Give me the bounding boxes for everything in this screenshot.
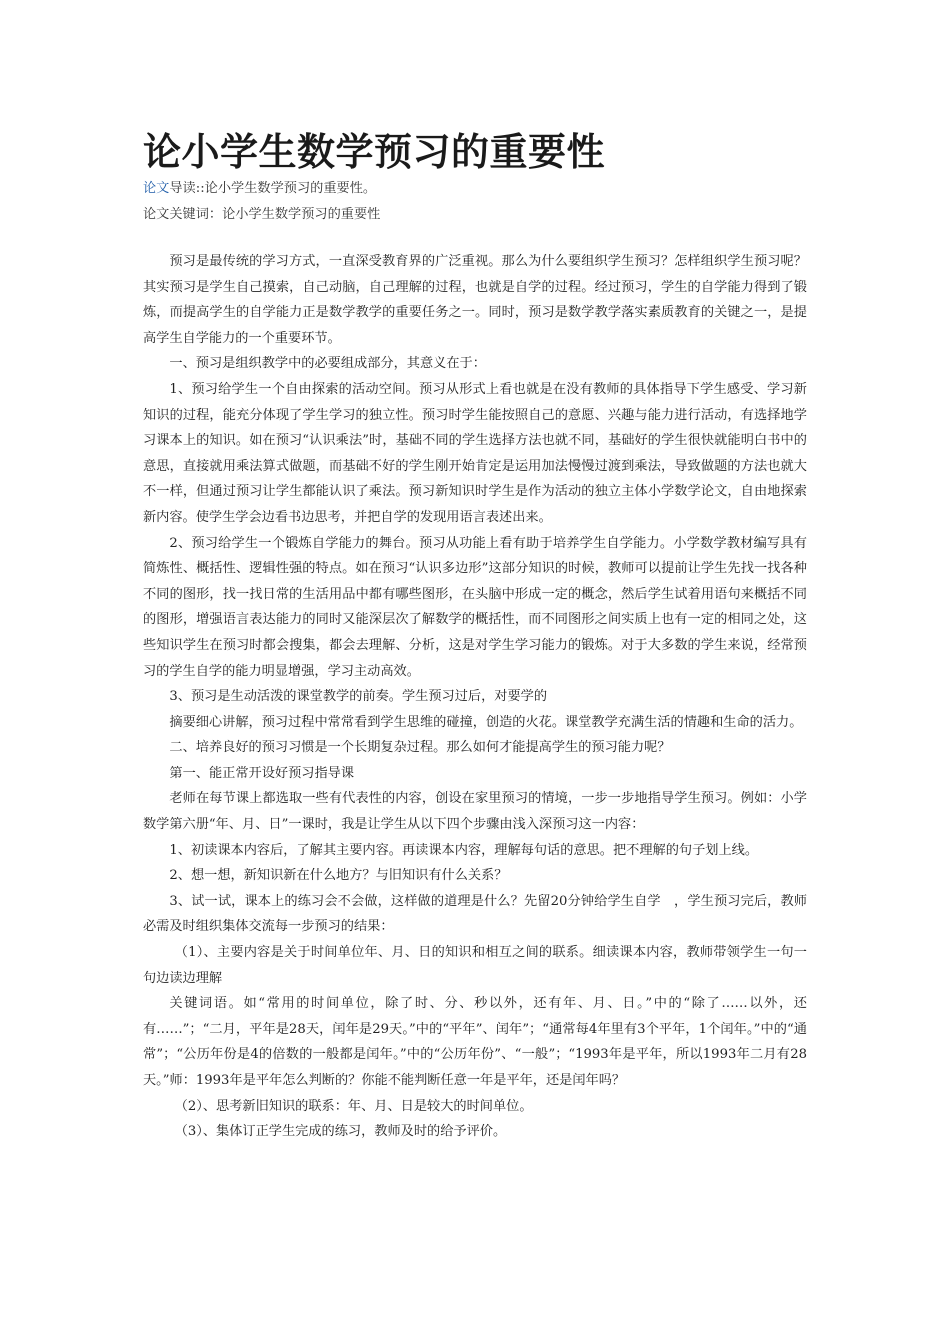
paragraph-point-2: 2、预习给学生一个锻炼自学能力的舞台。预习从功能上看有助于培养学生自学能力。小学数学教材编写具有简炼性、概括性、逻辑性强的特点。如在预习“认识多边形”这部分知识的时候，教师可以提前让学生先找一找各种不同的图形，找一找日常的生活用品中都有哪些图形，在头脑中形成一定的概念，然后学生试着用语句来概括不同的图形，增强语言表达能力的同时又能深层次了解数学的概括性，而不同图形之间实质上也有一定的相同之处，这些知识学生在预习时都会搜集，都会去理解、分析，这是对学生学习能力的锻炼。对于大多数的学生来说，经常预习的学生自学的能力明显增强，学习主动高效。: [143, 535, 807, 679]
paragraph-keywords-explained: 关键词语。如“常用的时间单位，除了时、分、秒以外，还有年、月、日。”中的“除了……以外，还有……”；“二月，平年是28天，闰年是29天。”中的“平年”、闰年”；“通常每4年里有3个平年，1个闰年。”中的“通常”；“公历年份是4的倍数的一般都是闰年。”中的“公历年份”、“一般”；“1993年是平年，所以1993年二月有28天。”师：1993年是平年怎么判断的？你能不能判断任意一年是平年，还是闰年吗？: [143, 996, 807, 1088]
spacer: [143, 227, 807, 249]
lead-line: [143, 176, 807, 201]
paragraph-sub-1: （1）、主要内容是关于时间单位年、月、日的知识和相互之间的联系。细读课本内容，教师带领学生一句一句边读边理解: [143, 945, 807, 986]
paragraph-sub-2: （2）、思考新旧知识的联系：年、月、日是较大的时间单位。: [174, 1098, 533, 1114]
lead-text: 导读::论小学生数学预习的重要性。: [169, 181, 377, 196]
paragraph-point-1: 1、预习给学生一个自由探索的活动空间。预习从形式上看也就是在没有教师的具体指导下学生感受、学习新知识的过程，能充分体现了学生学习的独立性。预习时学生能按照自己的意愿、兴趣与能力进行活动，有选择地学习课本上的知识。如在预习“认识乘法”时，基础不同的学生选择方法也就不同，基础好的学生很快就能明白书中的意思，直接就用乘法算式做题，而基础不好的学生刚开始肯定是运用加法慢慢过渡到乘法，导致做题的方法也就大不一样，但通过预习让学生都能认识了乘法。预习新知识时学生是作为活动的独立主体小学数学论文，自由地探索新内容。使学生学会边看书边思考，并把自学的发现用语言表述出来。: [143, 381, 807, 525]
heading-part-one: 一、预习是组织教学中的必要组成部分，其意义在于：: [169, 356, 486, 372]
paragraph-step-2: 2、想一想，新知识新在什么地方？与旧知识有什么关系？: [169, 868, 508, 884]
document-title: 论小学生数学预习的重要性: [143, 129, 606, 174]
paragraph-point-3: 3、预习是生动活泼的课堂教学的前奏。学生预习过后，对要学的: [169, 689, 548, 705]
paper-link[interactable]: 论文: [143, 181, 170, 196]
paragraph-step-3: 3、试一试，课本上的练习会不会做，这样做的道理是什么？先留20分钟给学生自学 ，学生预习完后，教师必需及时组织集体交流每一步预习的结果：: [143, 893, 807, 935]
body-text: [143, 249, 807, 1145]
paragraph-point-3-cont: 摘要细心讲解，预习过程中常常看到学生思维的碰撞，创造的火花。课堂教学充满生活的情趣和生命的活力。: [169, 714, 803, 730]
paragraph-guidance: 老师在每节课上都选取一些有代表性的内容，创设在家里预习的情境，一步一步地指导学生预习。例如：小学数学第六册“年、月、日”一课时，我是让学生从以下四个步骤由浅入深预习这一内容：: [143, 791, 807, 833]
document-page: [143, 128, 807, 1145]
heading-first: 第一、能正常开设好预习指导课: [169, 765, 355, 781]
heading-part-two: 二、培养良好的预习习惯是一个长期复杂过程。那么如何才能提高学生的预习能力呢？: [169, 740, 671, 756]
paragraph-step-1: 1、初读课本内容后，了解其主要内容。再读课本内容，理解每句话的意思。把不理解的句子划上线。: [169, 842, 759, 858]
keywords-line: 论文关键词：论小学生数学预习的重要性: [143, 207, 381, 222]
paragraph-intro: 预习是最传统的学习方式，一直深受教育界的广泛重视。那么为什么要组织学生预习？怎样组织学生预习呢？其实预习是学生自己摸索，自己动脑，自己理解的过程，也就是自学的过程。经过预习，学生的自学能力得到了锻炼，而提高学生的自学能力正是数学教学的重要任务之一。同时，预习是数学教学落实素质教育的关键之一，是提高学生自学能力的一个重要环节。: [143, 254, 807, 346]
paragraph-sub-3: （3）、集体订正学生完成的练习，教师及时的给予评价。: [174, 1124, 507, 1140]
